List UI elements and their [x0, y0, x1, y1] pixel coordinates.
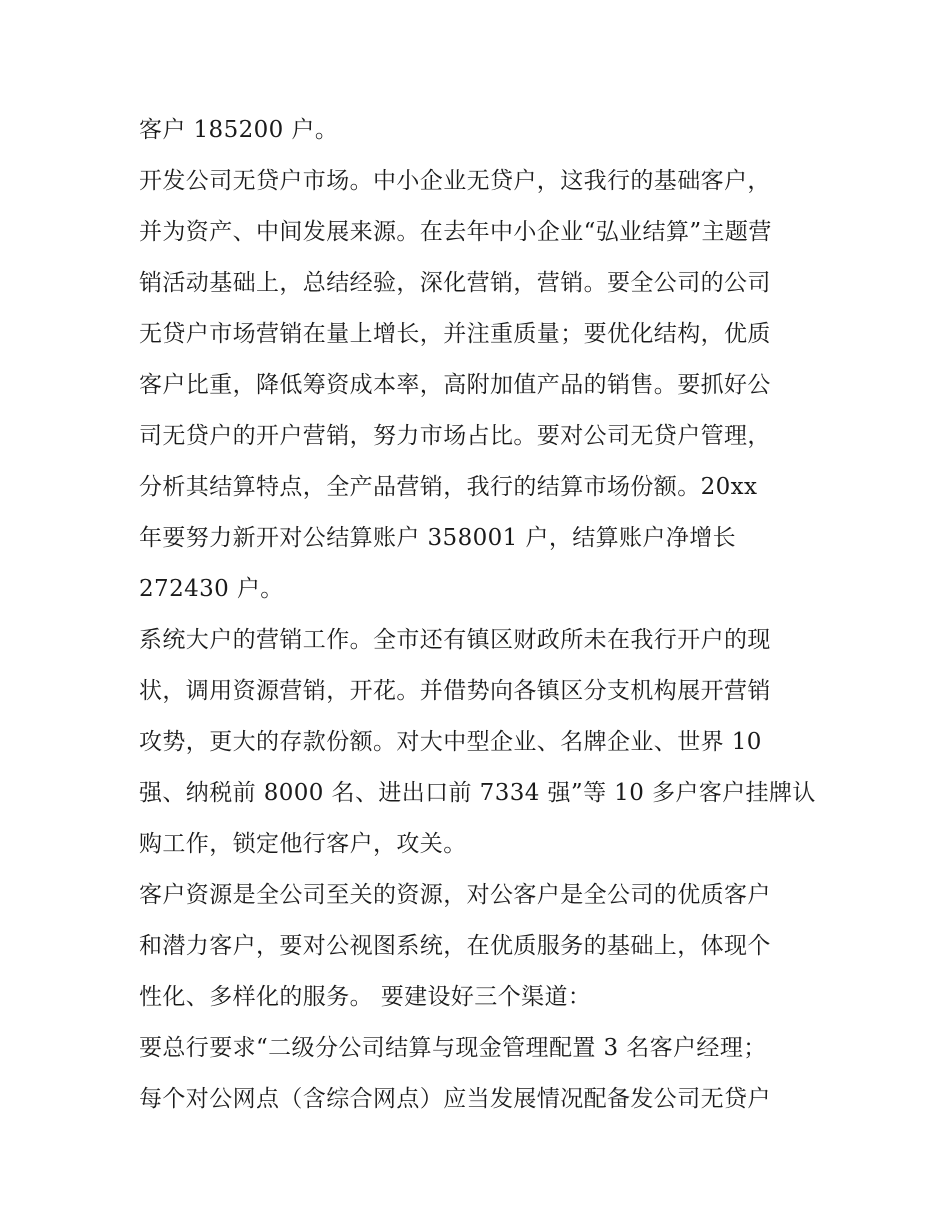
text-line: 年要努力新开对公结算账户 358001 户，结算账户净增长 — [139, 525, 737, 551]
text-line: 272430 户。 — [139, 576, 284, 602]
text-line: 客户 185200 户。 — [139, 117, 339, 143]
text-line: 开发公司无贷户市场。中小企业无贷户，这我行的基础客户， — [139, 168, 771, 194]
text-line: 要总行要求“二级分公司结算与现金管理配置 3 名客户经理； — [139, 1035, 767, 1061]
text-line: 并为资产、中间发展来源。在去年中小企业“弘业结算”主题营 — [139, 219, 772, 245]
text-line: 攻势，更大的存款份额。对大中型企业、名牌企业、世界 10 — [139, 729, 762, 755]
text-line: 客户比重，降低筹资成本率，高附加值产品的销售。要抓好公 — [139, 372, 771, 398]
text-line: 和潜力客户，要对公视图系统，在优质服务的基础上，体现个 — [139, 933, 771, 959]
text-line: 购工作，锁定他行客户，攻关。 — [139, 831, 467, 857]
text-line: 无贷户市场营销在量上增长，并注重质量；要优化结构，优质 — [139, 321, 771, 347]
text-line: 司无贷户的开户营销，努力市场占比。要对公司无贷户管理， — [139, 423, 771, 449]
text-line: 客户资源是全公司至关的资源，对公客户是全公司的优质客户 — [139, 882, 771, 908]
text-line: 状，调用资源营销，开花。并借势向各镇区分支机构展开营销 — [139, 678, 771, 704]
text-line: 强、纳税前 8000 名、进出口前 7334 强”等 10 多户客户挂牌认 — [139, 780, 816, 806]
text-line: 分析其结算特点，全产品营销，我行的结算市场份额。20xx — [139, 474, 758, 500]
text-line: 销活动基础上，总结经验，深化营销，营销。要全公司的公司 — [139, 270, 771, 296]
text-line: 性化、多样化的服务。 要建设好三个渠道： — [139, 984, 592, 1010]
text-line: 每个对公网点（含综合网点）应当发展情况配备发公司无贷户 — [139, 1086, 771, 1112]
text-line: 系统大户的营销工作。全市还有镇区财政所未在我行开户的现 — [139, 627, 771, 653]
